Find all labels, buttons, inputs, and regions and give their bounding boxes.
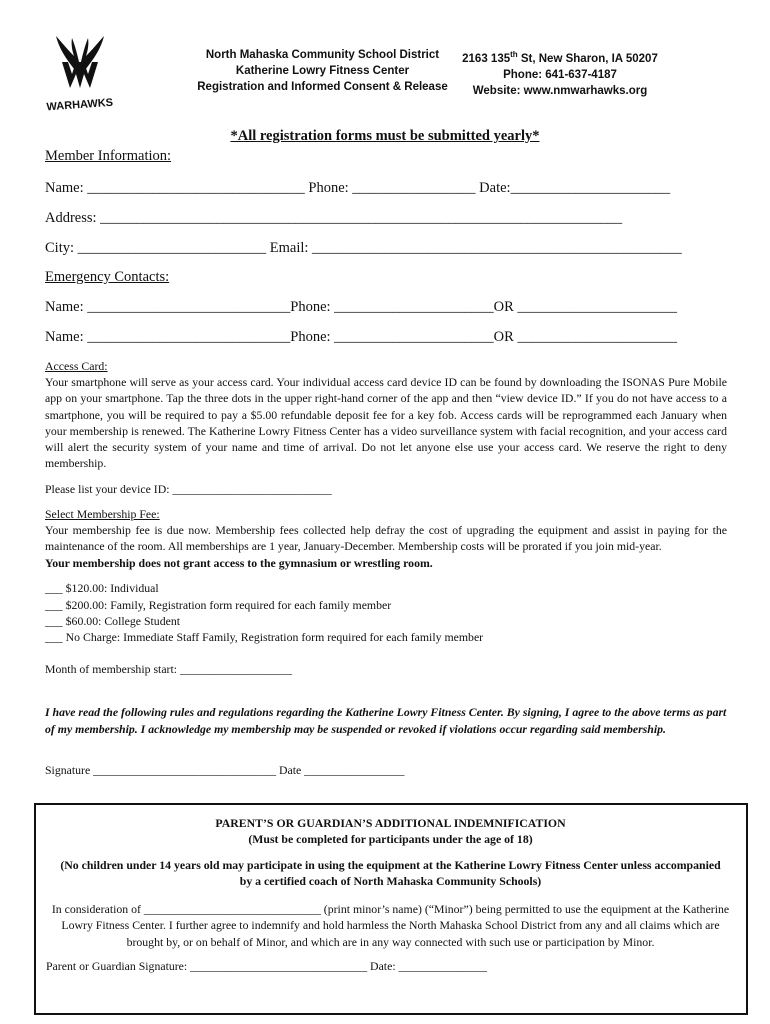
member-name-phone-date-line[interactable]: Name: ______________________________ Phone: _________________ Date:______________________ [45,180,671,196]
member-info-heading: Member Information: [45,148,172,164]
guardian-signature-line[interactable]: Parent or Guardian Signature: ______________________________ Date: _______________ [46,959,488,973]
emergency-contact-line-2[interactable]: Name: ____________________________Phone: ______________________OR ______________________ [45,329,677,345]
phone-line: Phone: 641-637-4187 [503,68,617,81]
device-id-line[interactable]: Please list your device ID: ___________________________ [45,482,332,496]
member-address-line[interactable]: Address: ________________________________________________________________________ [45,210,623,226]
fee-option-family[interactable]: ___ $200.00: Family, Registration form required for each family member [45,598,392,612]
guardian-subtitle: (Must be completed for participants under the age of 18) [248,832,533,846]
age-restriction-note: (No children under 14 years old may participate in using the equipment at the Katherine Lowry Fitness Center unless accompanied by a certified coach of North Mahaska Community Schools) [60,858,721,889]
emergency-contacts-heading: Emergency Contacts: [45,269,170,285]
fee-option-college[interactable]: ___ $60.00: College Student [45,614,181,628]
address-line: 2163 135th St, New Sharon, IA 50207 [462,50,658,65]
warhawks-logo [30,30,130,116]
svg-text:WARHAWKS: WARHAWKS [46,96,114,114]
gym-access-note: Your membership does not grant access to the gymnasium or wrestling room. [45,556,433,570]
membership-fee-heading: Select Membership Fee: [45,507,160,521]
access-card-heading: Access Card: [45,359,108,373]
access-card-text: Your smartphone will serve as your access card. Your individual access card device ID can be found by downloading the ISONAS Pure Mobile app on your smartphone. Tap the three dots in the upper right-hand corner of the app and then “view device ID.” If you do not have access to a smartphone, you will be required to pay a $5.00 refundable deposit fee for a key fob. Access cards will be reprogrammed each January when your membership is renewed. The Katherine Lowry Fitness Center has a video surveillance system with facial recognition, and your access card will alert the security system of your name and time of arrival. Do not let anyone else use your access card. We reserve the right to deny membership. [45,375,727,471]
emergency-contact-line-1[interactable]: Name: ____________________________Phone: ______________________OR ______________________ [45,299,677,315]
fee-option-staff[interactable]: ___ No Charge: Immediate Staff Family, Registration form required for each family member [45,630,484,644]
fee-option-individual[interactable]: ___ $120.00: Individual [45,581,159,595]
header-district-block [195,47,450,95]
yearly-notice: *All registration forms must be submitted yearly* [230,128,540,144]
district-name: North Mahaska Community School District [205,49,440,61]
membership-month-line[interactable]: Month of membership start: ___________________ [45,662,293,676]
form-title: Registration and Informed Consent & Release [197,81,448,93]
membership-fee-text: Your membership fee is due now. Membership fees collected help defray the cost of upgrading the equipment and assist in paying for the maintenance of the room. All memberships are 1 year, January-December. Membership costs will be prorated if you join mid-year. [45,523,727,554]
website-line: Website: www.nmwarhawks.org [472,84,648,97]
agreement-text: I have read the following rules and regulations regarding the Katherine Lowry Fitness Center. By signing, I agree to the above terms as part of my membership. I acknowledge my membership may be suspended or revoked if violations occur regarding said membership. [45,705,727,736]
header-contact-block [455,47,665,99]
indemnification-text[interactable]: In consideration of ______________________________ (print minor’s name) (“Minor”) being permitted to use the equipment at the Katherine Lowry Fitness Center. I further agree to indemnify and hold harmless the North Mahaska School District from any and all claims which are brought by, or on behalf of Minor, and which are in any way connected with such use or participation by Minor. [51,902,730,949]
member-city-email-line[interactable]: City: __________________________ Email: ___________________________________________________ [45,240,682,256]
center-name: Katherine Lowry Fitness Center [235,65,410,77]
member-signature-line[interactable]: Signature _______________________________ Date _________________ [45,763,405,777]
guardian-title: PARENT’S OR GUARDIAN’S ADDITIONAL INDEMNIFICATION [215,816,566,830]
guardian-indemnification-box [34,803,748,1015]
warhawk-wings-icon [30,30,130,116]
